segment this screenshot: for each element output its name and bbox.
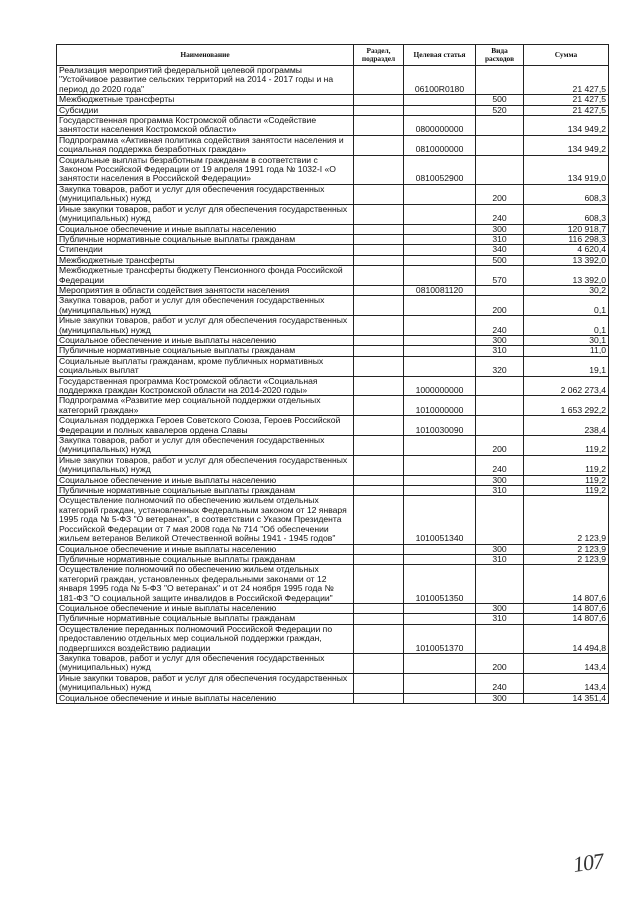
table-row (57, 376, 609, 396)
row-section (354, 693, 404, 703)
row-section (354, 396, 404, 416)
row-amount: 13 392,0 (524, 266, 609, 286)
row-article (404, 224, 476, 234)
row-section (354, 486, 404, 496)
row-amount: 14 807,6 (524, 603, 609, 613)
table-row (57, 475, 609, 485)
table-row (57, 486, 609, 496)
row-name: Публичные нормативные социальные выплаты гражданам (57, 554, 354, 564)
row-article: 06100R0180 (404, 66, 476, 95)
row-name: Закупка товаров, работ и услуг для обеспечения государственных (муниципальных) нужд (57, 184, 354, 204)
row-amount: 120 918,7 (524, 224, 609, 234)
row-expense: 300 (476, 603, 524, 613)
header-name: Наименование (57, 45, 354, 66)
row-section (354, 204, 404, 224)
table-row (57, 496, 609, 544)
table-row (57, 565, 609, 604)
table-row (57, 135, 609, 155)
row-section (354, 245, 404, 255)
row-section (354, 475, 404, 485)
row-expense: 500 (476, 95, 524, 105)
row-amount: 0,1 (524, 316, 609, 336)
row-expense (476, 396, 524, 416)
row-section (354, 95, 404, 105)
table-row (57, 416, 609, 436)
row-section (354, 603, 404, 613)
row-section (354, 135, 404, 155)
row-expense: 300 (476, 693, 524, 703)
row-section (354, 335, 404, 345)
row-article (404, 455, 476, 475)
row-amount: 2 123,9 (524, 544, 609, 554)
row-name: Закупка товаров, работ и услуг для обеспечения государственных (муниципальных) нужд (57, 296, 354, 316)
table-row (57, 653, 609, 673)
row-article (404, 105, 476, 115)
row-expense: 310 (476, 234, 524, 244)
row-article (404, 486, 476, 496)
row-article: 0810081120 (404, 285, 476, 295)
row-section (354, 544, 404, 554)
row-amount: 116 298,3 (524, 234, 609, 244)
row-article (404, 693, 476, 703)
row-section (354, 316, 404, 336)
row-name: Закупка товаров, работ и услуг для обеспечения государственных (муниципальных) нужд (57, 653, 354, 673)
row-section (354, 234, 404, 244)
row-article (404, 255, 476, 265)
row-expense (476, 624, 524, 653)
table-row (57, 356, 609, 376)
row-article (404, 266, 476, 286)
row-amount: 134 949,2 (524, 116, 609, 136)
row-name: Субсидии (57, 105, 354, 115)
row-amount: 238,4 (524, 416, 609, 436)
row-section (354, 66, 404, 95)
row-expense: 240 (476, 204, 524, 224)
row-expense (476, 66, 524, 95)
row-amount: 119,2 (524, 436, 609, 456)
row-article: 1010000000 (404, 396, 476, 416)
row-amount: 1 653 292,2 (524, 396, 609, 416)
row-article (404, 673, 476, 693)
header-amount: Сумма (524, 45, 609, 66)
row-expense (476, 135, 524, 155)
row-article: 1010030090 (404, 416, 476, 436)
header-section: Раздел, подраздел (354, 45, 404, 66)
row-expense (476, 116, 524, 136)
row-name: Социальная поддержка Героев Советского Союза, Героев Российской Федерации и полных кавалеров ордена Славы (57, 416, 354, 436)
row-name: Подпрограмма «Активная политика содействия занятости населения и социальная поддержка безработных граждан» (57, 135, 354, 155)
row-article (404, 335, 476, 345)
row-article: 0810052900 (404, 155, 476, 184)
table-row (57, 603, 609, 613)
row-amount: 14 807,6 (524, 614, 609, 624)
row-amount: 143,4 (524, 673, 609, 693)
row-section (354, 496, 404, 544)
row-section (354, 116, 404, 136)
table-row (57, 544, 609, 554)
row-article: 1010051350 (404, 565, 476, 604)
table-row (57, 204, 609, 224)
row-article (404, 544, 476, 554)
table-row (57, 105, 609, 115)
row-expense (476, 155, 524, 184)
row-amount: 608,3 (524, 204, 609, 224)
table-row (57, 155, 609, 184)
row-section (354, 416, 404, 436)
row-amount: 134 919,0 (524, 155, 609, 184)
row-expense: 200 (476, 184, 524, 204)
table-row (57, 396, 609, 416)
table-row (57, 285, 609, 295)
row-name: Мероприятия в области содействия занятости населения (57, 285, 354, 295)
row-section (354, 565, 404, 604)
row-section (354, 624, 404, 653)
row-name: Иные закупки товаров, работ и услуг для обеспечения государственных (муниципальных) нужд (57, 204, 354, 224)
row-name: Межбюджетные трансферты (57, 95, 354, 105)
budget-document (56, 44, 608, 704)
row-expense: 310 (476, 486, 524, 496)
table-row (57, 234, 609, 244)
row-expense: 500 (476, 255, 524, 265)
table-row (57, 224, 609, 234)
row-article (404, 554, 476, 564)
row-name: Социальное обеспечение и иные выплаты населению (57, 224, 354, 234)
row-name: Межбюджетные трансферты (57, 255, 354, 265)
row-section (354, 455, 404, 475)
row-name: Подпрограмма «Развитие мер социальной поддержки отдельных категорий граждан» (57, 396, 354, 416)
table-row (57, 436, 609, 456)
row-amount: 119,2 (524, 486, 609, 496)
row-section (354, 673, 404, 693)
row-expense: 300 (476, 335, 524, 345)
row-name: Социальные выплаты безработным гражданам в соответствии с Законом Российской Федерации от 19 апреля 1991 года № 1032-I «О занятости населения в Российской Федерации» (57, 155, 354, 184)
table-header (57, 45, 609, 66)
row-expense: 240 (476, 455, 524, 475)
row-name: Публичные нормативные социальные выплаты гражданам (57, 486, 354, 496)
row-expense: 240 (476, 316, 524, 336)
row-amount: 134 949,2 (524, 135, 609, 155)
row-section (354, 184, 404, 204)
row-expense: 200 (476, 436, 524, 456)
table-row (57, 184, 609, 204)
row-article: 0800000000 (404, 116, 476, 136)
row-section (354, 105, 404, 115)
row-name: Социальное обеспечение и иные выплаты населению (57, 544, 354, 554)
row-expense: 570 (476, 266, 524, 286)
row-article (404, 234, 476, 244)
row-amount: 14 807,6 (524, 565, 609, 604)
table-body (57, 66, 609, 704)
header-article: Целевая статья (404, 45, 476, 66)
row-article (404, 653, 476, 673)
row-expense: 310 (476, 346, 524, 356)
row-amount: 2 123,9 (524, 496, 609, 544)
row-name: Государственная программа Костромской области «Социальная поддержка граждан Костромской области на 2014-2020 годы» (57, 376, 354, 396)
row-article (404, 614, 476, 624)
row-expense: 310 (476, 614, 524, 624)
row-amount: 30,1 (524, 335, 609, 345)
row-section (354, 653, 404, 673)
row-name: Реализация мероприятий федеральной целевой программы "Устойчивое развитие сельских территорий на 2014 - 2017 годы и на период до 2020 года" (57, 66, 354, 95)
row-name: Межбюджетные трансферты бюджету Пенсионного фонда Российской Федерации (57, 266, 354, 286)
row-section (354, 376, 404, 396)
row-article (404, 296, 476, 316)
row-expense: 200 (476, 296, 524, 316)
row-expense: 300 (476, 224, 524, 234)
row-article: 1010051370 (404, 624, 476, 653)
row-section (354, 614, 404, 624)
row-amount: 143,4 (524, 653, 609, 673)
row-expense (476, 376, 524, 396)
row-section (354, 155, 404, 184)
row-section (354, 346, 404, 356)
row-amount: 21 427,5 (524, 95, 609, 105)
row-amount: 14 351,4 (524, 693, 609, 703)
row-section (354, 266, 404, 286)
row-name: Социальные выплаты гражданам, кроме публичных нормативных социальных выплат (57, 356, 354, 376)
header-expense: Вида расходов (476, 45, 524, 66)
table-row (57, 346, 609, 356)
table-row (57, 455, 609, 475)
table-row (57, 66, 609, 95)
row-amount: 2 123,9 (524, 554, 609, 564)
row-expense: 310 (476, 554, 524, 564)
row-article (404, 603, 476, 613)
row-name: Социальное обеспечение и иные выплаты населению (57, 693, 354, 703)
row-amount: 19,1 (524, 356, 609, 376)
row-expense: 300 (476, 475, 524, 485)
row-amount: 30,2 (524, 285, 609, 295)
page-number: 107 (571, 848, 605, 877)
row-section (354, 285, 404, 295)
header-row (57, 45, 609, 66)
row-amount: 4 620,4 (524, 245, 609, 255)
row-name: Иные закупки товаров, работ и услуг для обеспечения государственных (муниципальных) нужд (57, 455, 354, 475)
row-article (404, 346, 476, 356)
row-article: 0810000000 (404, 135, 476, 155)
row-name: Стипендии (57, 245, 354, 255)
row-amount: 119,2 (524, 455, 609, 475)
row-expense: 520 (476, 105, 524, 115)
row-name: Социальное обеспечение и иные выплаты населению (57, 603, 354, 613)
row-article (404, 436, 476, 456)
row-amount: 11,0 (524, 346, 609, 356)
table-row (57, 95, 609, 105)
row-section (354, 255, 404, 265)
row-name: Осуществление полномочий по обеспечению жильем отдельных категорий граждан, установленных Федеральным законом от 12 января 1995 года № 5-ФЗ "О ветеранах", в соответствии с Указом Президента Российской Федерации от 7 мая 2008 года № 714 "Об обеспечении жильем ветеранов Великой Отечественной войны 1941 - 1945 годов" (57, 496, 354, 544)
row-expense (476, 565, 524, 604)
row-article (404, 95, 476, 105)
row-name: Закупка товаров, работ и услуг для обеспечения государственных (муниципальных) нужд (57, 436, 354, 456)
table-row (57, 614, 609, 624)
row-article (404, 475, 476, 485)
table-row (57, 335, 609, 345)
row-article: 1010051340 (404, 496, 476, 544)
table-row (57, 316, 609, 336)
table-row (57, 624, 609, 653)
row-amount: 14 494,8 (524, 624, 609, 653)
row-article (404, 316, 476, 336)
row-expense (476, 285, 524, 295)
row-amount: 21 427,5 (524, 66, 609, 95)
row-expense: 340 (476, 245, 524, 255)
row-expense: 300 (476, 544, 524, 554)
row-section (354, 224, 404, 234)
row-section (354, 554, 404, 564)
row-amount: 13 392,0 (524, 255, 609, 265)
row-expense: 320 (476, 356, 524, 376)
table-row (57, 554, 609, 564)
row-name: Иные закупки товаров, работ и услуг для обеспечения государственных (муниципальных) нужд (57, 673, 354, 693)
row-section (354, 356, 404, 376)
table-row (57, 255, 609, 265)
table-row (57, 296, 609, 316)
row-expense (476, 416, 524, 436)
row-name: Публичные нормативные социальные выплаты гражданам (57, 614, 354, 624)
row-amount: 119,2 (524, 475, 609, 485)
row-expense (476, 496, 524, 544)
table-row (57, 116, 609, 136)
table-row (57, 673, 609, 693)
row-amount: 0,1 (524, 296, 609, 316)
budget-table (56, 44, 609, 704)
row-name: Осуществление полномочий по обеспечению жильем отдельных категорий граждан, установленных федеральными законами от 12 января 1995 года № 5-ФЗ "О ветеранах" и от 24 ноября 1995 года № 181-ФЗ "О социальной защите инвалидов в Российской Федерации" (57, 565, 354, 604)
row-amount: 608,3 (524, 184, 609, 204)
table-row (57, 693, 609, 703)
row-article (404, 356, 476, 376)
row-amount: 21 427,5 (524, 105, 609, 115)
row-name: Осуществление переданных полномочий Российской Федерации по предоставлению отдельных мер социальной поддержки граждан, подвергшихся воздействию радиации (57, 624, 354, 653)
row-expense: 240 (476, 673, 524, 693)
row-article: 1000000000 (404, 376, 476, 396)
row-name: Социальное обеспечение и иные выплаты населению (57, 335, 354, 345)
row-name: Иные закупки товаров, работ и услуг для обеспечения государственных (муниципальных) нужд (57, 316, 354, 336)
row-section (354, 436, 404, 456)
row-amount: 2 062 273,4 (524, 376, 609, 396)
row-article (404, 245, 476, 255)
row-article (404, 204, 476, 224)
row-name: Социальное обеспечение и иные выплаты населению (57, 475, 354, 485)
row-name: Публичные нормативные социальные выплаты гражданам (57, 234, 354, 244)
row-article (404, 184, 476, 204)
table-row (57, 245, 609, 255)
table-row (57, 266, 609, 286)
row-expense: 200 (476, 653, 524, 673)
row-name: Публичные нормативные социальные выплаты гражданам (57, 346, 354, 356)
row-name: Государственная программа Костромской области «Содействие занятости населения Костромской области» (57, 116, 354, 136)
row-section (354, 296, 404, 316)
